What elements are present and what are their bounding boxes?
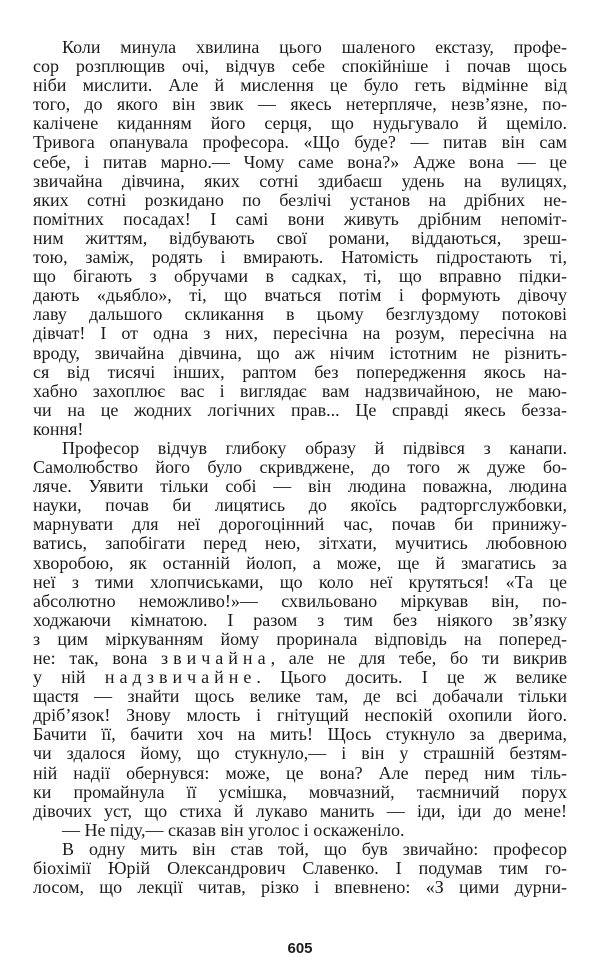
text-line: ходжаючи кімнатою. І разом з тим без ніякого зв’язку (33, 610, 567, 630)
text-line: ки промайнула її усмішка, мовчазний, таємничий порух (33, 782, 567, 802)
text-line: яких сотні розкидано по безлічі установ на дрібних не- (33, 190, 567, 210)
text-line: науки, почав би лицятись до якоїсь радторгслужбовки, (33, 496, 567, 516)
text-line: біохімії Юрій Олександрович Славенко. І подумав тим го- (33, 859, 567, 879)
text-line: Професор відчув глибоку образу й підвівся з канапи. (62, 438, 567, 458)
text-segment: , але не для тебе, бо ти викрив (270, 649, 567, 668)
text-line: ніби мислити. Але й мислення це було геть відмінне від (33, 76, 567, 96)
text-line: себе, і питав марно.— Чому саме вона?» Адже вона — це (33, 152, 567, 172)
text-line: дівчат! І от одна з них, пересічна на розум, пересічна на (33, 324, 567, 344)
text-line: ляче. Уявити тільки собі — він людина поважна, людина (33, 477, 567, 497)
text-segment: у ній (33, 668, 105, 688)
text-line: ся від тисячі інших, раптом без попередження якось на- (33, 362, 567, 382)
text-line: хворобою, як останній йолоп, а може, ще й змагатись за (33, 553, 567, 573)
text-segment: не: так, вона (33, 649, 162, 668)
text-line: звичайна дівчина, яких сотні здибаєш удень на вулицях, (33, 171, 567, 191)
text-line: щастя — знайти щось велике там, де всі добачали тільки (33, 687, 567, 707)
text-line: що бігають з обручами в садках, ті, що вправно підки- (33, 267, 567, 287)
text-line: з цим міркуванням йому проринала відповідь на поперед- (33, 629, 567, 649)
text-line: ватись, запобігати перед нею, зітхати, мучитись любовною (33, 534, 567, 554)
text-line: В одну мить він став той, що був звичайно: професор (62, 839, 567, 859)
text-line: сор розплющив очі, відчув себе спокійніше і почав щось (33, 57, 567, 77)
text-line: того, до якого він звик — якесь нетерпляче, незв’язне, по- (33, 95, 567, 115)
text-line: Тривога опанувала професора. «Що буде? — питав він сам (33, 133, 567, 153)
page-number: 605 (287, 940, 313, 957)
text-line: Самолюбство його було скривджене, до того ж дуже бо- (33, 458, 567, 478)
text-line: лосом, що лекції читав, різко і впевнено: «З цими дурни- (33, 878, 567, 898)
text-line: Бачити її, бачити хоч на мить! Щось стукнуло за дверима, (33, 725, 567, 745)
text-line: дівочих уст, що стиха й лукаво манить — іди, іди до мене! (33, 801, 567, 821)
text-line (33, 668, 567, 687)
text-line: дріб’язок! Знову млость і гнітущий неспокій охопили його. (33, 706, 567, 726)
spaced-emphasis-text: звичайна (161, 649, 271, 668)
page-body-text (33, 38, 567, 897)
text-line: чи здалося йому, що стукнуло,— і він у страшній безтям- (33, 744, 567, 764)
text-segment: . Цього досить. І це ж велике (256, 668, 567, 688)
text-line: абсолютно неможливо!»— схвильовано міркував він, по- (33, 591, 567, 611)
text-line: дають «дьябло», ті, що вчаться потім і формують дівочу (33, 286, 567, 306)
text-line: чи на це жодних логічних прав... Це справді якесь безза- (33, 400, 567, 420)
text-line: ній надії обернувся: може, це вона? Але перед ним тіль- (33, 763, 567, 783)
text-line (33, 649, 567, 668)
text-line: марнувати для неї дорогоцінний час, почав би принижу- (33, 515, 567, 535)
text-line: коння! (33, 419, 84, 439)
text-line: хабно захоплює вас і виглядає вам надзвичайною, не маю- (33, 381, 567, 401)
text-line: неї з тими хлопчиськами, що коло неї крутяться! «Та це (33, 572, 567, 592)
text-line: — Не піду,— сказав він уголос і оскаженіло. (62, 820, 405, 840)
text-line: тою, заміж, родять і вмирають. Натомість підростають ті, (33, 248, 567, 268)
spaced-emphasis-text: надзвичайне (104, 668, 257, 688)
text-line: Коли минула хвилина цього шаленого екстазу, профе- (62, 38, 567, 57)
text-line: калічене киданням його серця, що нудьгувало й щеміло. (33, 114, 567, 134)
text-line: помітних посадах! І самі вони живуть дрібним непоміт- (33, 209, 567, 229)
text-line: лаву дальшого скликання в цьому безглуздому потокові (33, 305, 567, 325)
text-line: вроду, звичайна дівчина, що аж нічим істотним не різнить- (33, 343, 567, 363)
text-line: ним життям, відбувають свої романи, віддаються, зреш- (33, 228, 567, 248)
